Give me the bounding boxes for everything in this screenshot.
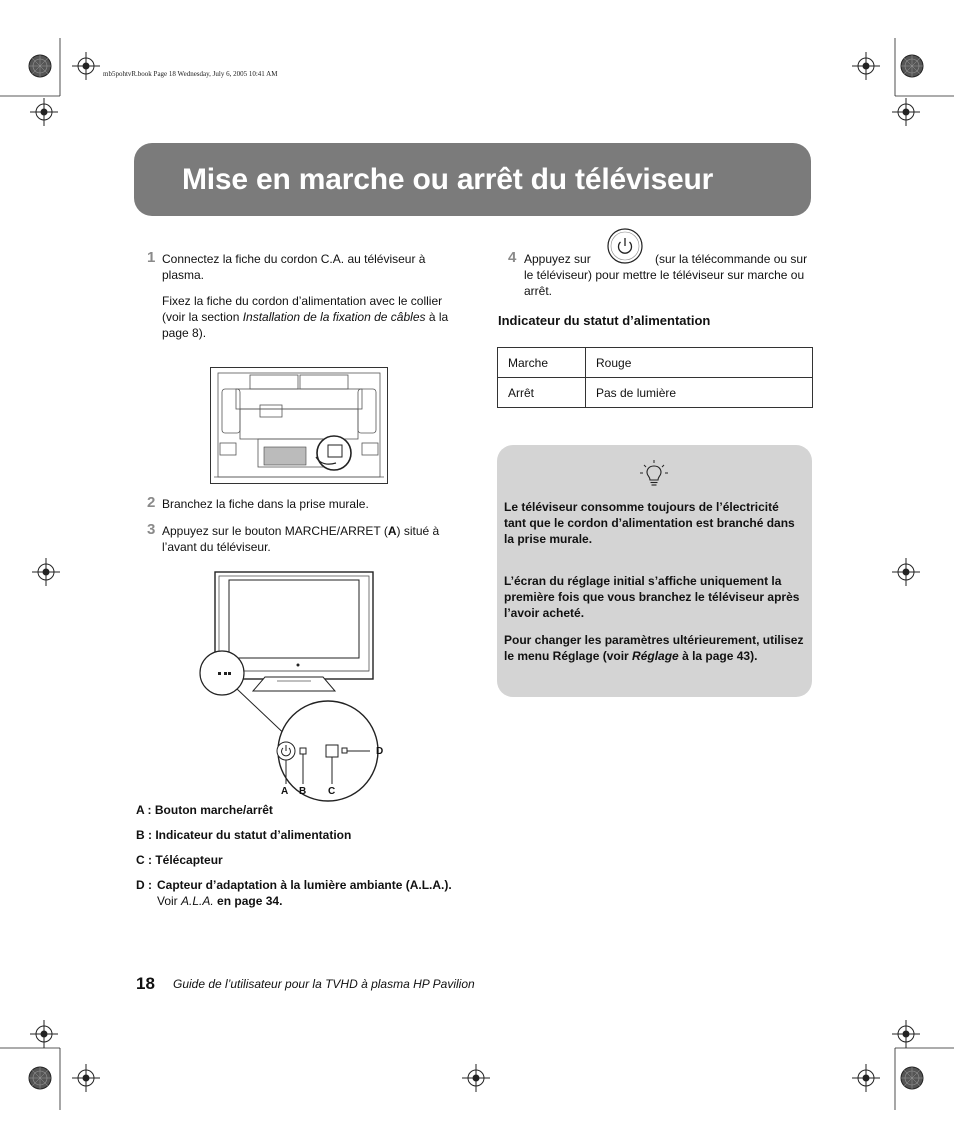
page-number: 18: [136, 974, 155, 993]
table-row: [498, 378, 813, 408]
registration-mark-icon: [462, 1064, 490, 1092]
page-title: Mise en marche ou arrêt du téléviseur: [182, 163, 714, 196]
registration-mark-icon: [29, 1067, 51, 1089]
step-2-text: Branchez la fiche dans la prise murale.: [162, 497, 369, 511]
step-number: 3: [147, 521, 156, 538]
callout-label-c: C: [328, 786, 336, 797]
title-banner: [134, 143, 811, 216]
registration-mark-icon: [901, 55, 923, 77]
step-number: 1: [147, 249, 156, 266]
registration-mark-icon: [29, 55, 51, 77]
registration-mark-icon: [852, 52, 880, 80]
registration-mark-icon: [852, 1064, 880, 1092]
registration-mark-icon: [901, 1067, 923, 1089]
legend-a: A : Bouton marche/arrêt: [136, 803, 273, 817]
table-cell: Arrêt: [498, 378, 586, 408]
step-number: 4: [508, 249, 517, 266]
registration-mark-icon: [892, 98, 920, 126]
table-row: [498, 348, 813, 378]
callout-label-a: A: [281, 786, 289, 797]
registration-mark-icon: [32, 558, 60, 586]
tip-paragraph-1: Le téléviseur consomme toujours de l’électricité tant que le cordon d’alimentation est branché dans la prise murale.: [504, 500, 795, 546]
step-1-text: Connectez la fiche du cordon C.A. au téléviseur à plasma.: [162, 252, 426, 282]
legend-c: C : Télécapteur: [136, 853, 223, 867]
legend-b: B : Indicateur du statut d’alimentation: [136, 828, 352, 842]
table-cell: Marche: [498, 348, 586, 378]
tv-front-illustration: [195, 570, 395, 810]
callout-label-b: B: [299, 786, 307, 797]
tip-box: [497, 445, 812, 697]
print-meta: mb5pohtvR.book Page 18 Wednesday, July 6, 2005 10:41 AM: [103, 70, 278, 78]
tip-paragraph-3: Pour changer les paramètres ultérieurement, utilisez le menu Réglage (voir Réglage à la page 43).: [504, 633, 804, 663]
step-4-text-a: Appuyez sur: [524, 252, 591, 266]
registration-mark-icon: [892, 1020, 920, 1048]
registration-mark-icon: [72, 52, 100, 80]
registration-mark-icon: [72, 1064, 100, 1092]
step-1-note: Fixez la fiche du cordon d’alimentation avec le collier (voir la section Installation de la fixation de câbles à la page 8).: [162, 294, 449, 340]
step-4-text-b: (sur la télécommande ou sur le téléviseur) pour mettre le téléviseur sur marche ou arrêt.: [524, 252, 808, 298]
registration-mark-icon: [30, 98, 58, 126]
legend-d-prefix: D :: [136, 878, 152, 892]
registration-mark-icon: [892, 558, 920, 586]
table-cell: Pas de lumière: [586, 378, 813, 408]
footer-text: Guide de l’utilisateur pour la TVHD à plasma HP Pavilion: [173, 977, 475, 991]
status-table: [497, 347, 813, 408]
step-3-text: Appuyez sur le bouton MARCHE/ARRET (A) situé à l’avant du téléviseur.: [162, 524, 440, 554]
lightbulb-icon: [637, 457, 671, 491]
step-number: 2: [147, 494, 156, 511]
status-heading: Indicateur du statut d’alimentation: [498, 313, 711, 328]
table-cell: Rouge: [586, 348, 813, 378]
legend-d: Capteur d’adaptation à la lumière ambiante (A.L.A.). Voir A.L.A. en page 34.: [157, 878, 452, 908]
registration-mark-icon: [30, 1020, 58, 1048]
tv-back-illustration: [210, 367, 388, 484]
tip-paragraph-2: L’écran du réglage initial s’affiche uniquement la première fois que vous branchez le téléviseur après l’avoir acheté.: [504, 574, 800, 620]
callout-label-d: D: [376, 746, 384, 757]
